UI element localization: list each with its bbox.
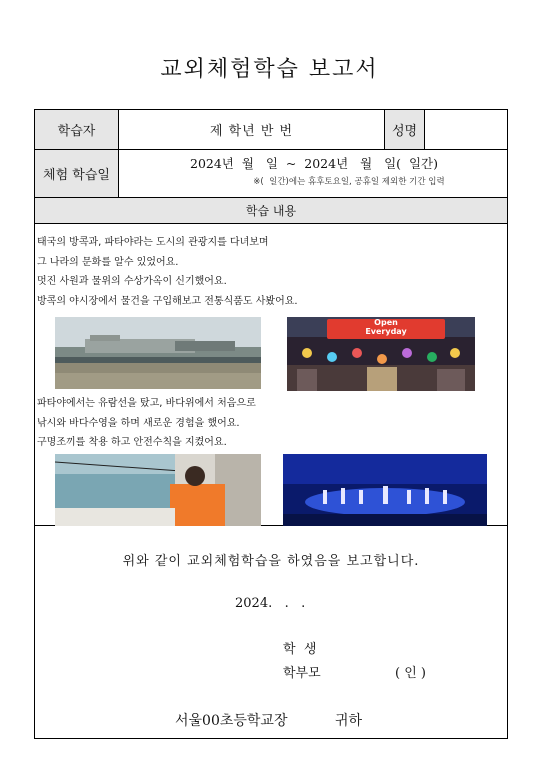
page-title: 교외체험학습 보고서 — [160, 57, 379, 82]
date-label: 체험 학습일 — [35, 150, 119, 197]
date-field[interactable] — [119, 150, 509, 197]
content-line: 낚시와 바다수영을 하며 새로운 경험을 했어요. — [37, 417, 240, 429]
date-row — [35, 150, 507, 198]
content-line: 태국의 방콕과, 파타야라는 도시의 관광지를 다녀보며 — [37, 237, 269, 248]
content-line: 방콕의 야시장에서 물건을 구입해보고 전통식품도 사봤어요. — [37, 295, 298, 307]
student-sign-label: 학 생 — [283, 642, 317, 657]
content-line: 파타야에서는 유람선을 탔고, 바다위에서 처음으로 — [37, 398, 256, 409]
content-body — [35, 224, 507, 526]
content-header: 학습 내용 — [245, 204, 297, 218]
report-form — [34, 109, 508, 739]
river-photo — [55, 317, 261, 389]
student-row — [35, 110, 507, 150]
name-label: 성명 — [385, 110, 425, 149]
honorific: 귀하 — [335, 713, 363, 729]
date-value: 2024년 월 일 ~ 2024년 월 일( 일간) — [190, 156, 438, 171]
date-note: ※( 일간)에는 휴후토요일, 공휴일 제외한 기간 입력 — [253, 177, 445, 187]
statement-text: 위와 같이 교외체험학습을 하였음을 보고합니다. — [122, 554, 420, 569]
content-line: 그 나라의 문화를 알수 있었어요. — [37, 256, 179, 268]
parent-sign-label: 학부모 — [283, 666, 321, 681]
report-date[interactable]: 2024. . . — [235, 596, 306, 611]
content-paragraph-2 — [37, 394, 256, 453]
content-line: 멋진 사원과 물위의 수상가옥이 신기했어요. — [37, 276, 227, 287]
student-label: 학습자 — [35, 110, 119, 149]
statement-section — [35, 526, 507, 740]
content-paragraph-1 — [37, 233, 298, 311]
name-field[interactable] — [425, 110, 509, 149]
fishing-photo — [55, 454, 261, 526]
night-market-photo — [287, 317, 475, 391]
student-grade-class-field[interactable]: 제 학년 반 번 — [119, 110, 385, 149]
recipient-school: 서울00초등학교장 — [175, 713, 288, 729]
content-line: 구명조끼를 착용 하고 안전수칙을 지켰어요. — [37, 437, 227, 448]
stage-show-photo — [283, 454, 487, 526]
content-header-row — [35, 198, 507, 224]
seal-mark: ( 인 ) — [395, 666, 426, 681]
open-everyday-sign: Open Everyday — [365, 318, 407, 336]
